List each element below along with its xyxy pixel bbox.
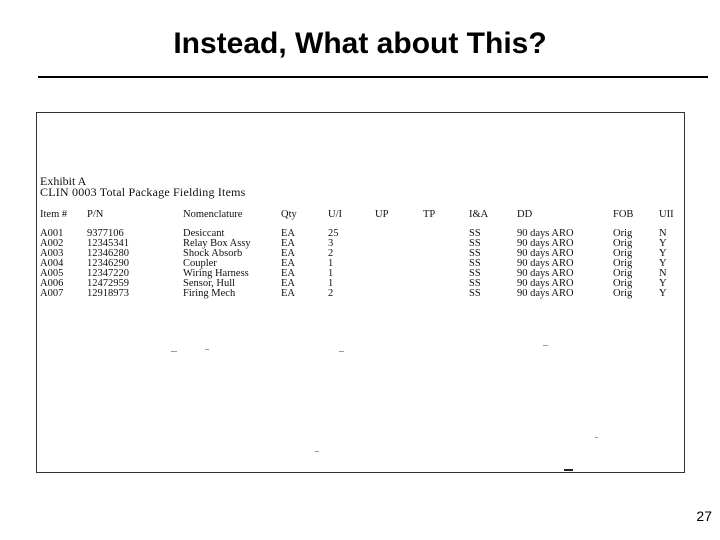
cell-fob: Orig	[613, 239, 633, 249]
cell-qty: EA	[281, 289, 295, 299]
exhibit-title: Exhibit A	[40, 174, 87, 188]
cell-uii: Y	[659, 249, 667, 259]
column-header-ui: U/I	[328, 209, 342, 220]
page-number: 27	[696, 508, 712, 524]
cell-up	[374, 289, 422, 299]
table-row	[39, 269, 685, 279]
scan-speck	[543, 345, 548, 346]
column-header-item: Item #	[40, 209, 68, 220]
slide-title: Instead, What about This?	[173, 27, 547, 60]
cell-pn: 12346280	[87, 249, 129, 259]
cell-ia: SS	[469, 269, 481, 279]
cell-nomenclature: Sensor, Hull	[183, 279, 236, 289]
cell-ui: 2	[328, 249, 334, 259]
cell-pn: 12345341	[87, 239, 129, 249]
column-header-up: UP	[375, 209, 389, 220]
table-row	[39, 289, 685, 299]
table-row	[39, 249, 685, 259]
cell-uii: N	[659, 229, 667, 239]
cell-fob: Orig	[613, 249, 633, 259]
cell-up	[374, 229, 422, 239]
cell-ia: SS	[469, 279, 481, 289]
cell-ui: 3	[328, 239, 334, 249]
cell-item: A002	[40, 239, 64, 249]
cell-uii: Y	[659, 239, 667, 249]
table-row	[39, 279, 685, 289]
cell-ia: SS	[469, 229, 481, 239]
cell-up	[374, 269, 422, 279]
cell-fob: Orig	[613, 229, 633, 239]
column-header-dd: DD	[517, 209, 533, 220]
cell-qty: EA	[281, 229, 295, 239]
fielding-items-table	[39, 209, 685, 299]
cell-dd: 90 days ARO	[517, 279, 574, 289]
cell-tp	[422, 249, 468, 259]
cell-uii: Y	[659, 289, 667, 299]
cell-up	[374, 239, 422, 249]
exhibit-subtitle: CLIN 0003 Total Package Fielding Items	[40, 185, 246, 199]
cell-uii: Y	[659, 279, 667, 289]
cell-nomenclature: Shock Absorb	[183, 249, 243, 259]
cell-pn: 12347220	[87, 269, 129, 279]
column-header-ia: I&A	[469, 209, 489, 220]
cell-tp	[422, 229, 468, 239]
cell-qty: EA	[281, 279, 295, 289]
scan-speck	[171, 351, 177, 352]
cell-ia: SS	[469, 249, 481, 259]
table-row	[39, 239, 685, 249]
cell-pn: 12346290	[87, 259, 129, 269]
cell-up	[374, 259, 422, 269]
cell-qty: EA	[281, 239, 295, 249]
cell-pn: 12472959	[87, 279, 129, 289]
cell-up	[374, 279, 422, 289]
cell-pn: 12918973	[87, 289, 129, 299]
cell-fob: Orig	[613, 269, 633, 279]
cell-qty: EA	[281, 269, 295, 279]
scan-mark	[564, 469, 573, 471]
cell-nomenclature: Coupler	[183, 259, 217, 269]
cell-item: A007	[40, 289, 64, 299]
cell-item: A005	[40, 269, 64, 279]
column-header-pn: P/N	[87, 209, 104, 220]
cell-item: A006	[40, 279, 64, 289]
cell-fob: Orig	[613, 259, 633, 269]
column-header-fob: FOB	[613, 209, 634, 220]
cell-fob: Orig	[613, 289, 633, 299]
cell-nomenclature: Relay Box Assy	[183, 239, 251, 249]
cell-pn: 9377106	[87, 229, 124, 239]
cell-ui: 1	[328, 269, 334, 279]
cell-ui: 2	[328, 289, 334, 299]
scan-speck	[205, 349, 209, 350]
cell-ui: 25	[328, 229, 339, 239]
cell-item: A001	[40, 229, 64, 239]
cell-uii: Y	[659, 259, 667, 269]
cell-tp	[422, 269, 468, 279]
cell-ia: SS	[469, 259, 481, 269]
cell-nomenclature: Desiccant	[183, 229, 225, 239]
column-header-tp: TP	[423, 209, 436, 220]
scan-speck	[315, 451, 319, 452]
cell-tp	[422, 279, 468, 289]
column-header-nomenclature: Nomenclature	[183, 209, 243, 220]
column-header-uii: UII	[659, 209, 674, 220]
cell-up	[374, 249, 422, 259]
table-header-row	[39, 209, 685, 229]
cell-ui: 1	[328, 259, 334, 269]
cell-dd: 90 days ARO	[517, 239, 574, 249]
title-divider	[38, 76, 708, 78]
cell-item: A003	[40, 249, 64, 259]
cell-nomenclature: Wiring Harness	[183, 269, 249, 279]
cell-qty: EA	[281, 249, 295, 259]
cell-dd: 90 days ARO	[517, 269, 574, 279]
column-header-qty: Qty	[281, 209, 297, 220]
cell-tp	[422, 259, 468, 269]
cell-uii: N	[659, 269, 667, 279]
cell-tp	[422, 239, 468, 249]
cell-tp	[422, 289, 468, 299]
scan-speck	[339, 351, 344, 352]
table-row	[39, 229, 685, 239]
cell-ia: SS	[469, 239, 481, 249]
cell-fob: Orig	[613, 279, 633, 289]
table-row	[39, 259, 685, 269]
scan-speck	[595, 437, 598, 438]
cell-ia: SS	[469, 289, 481, 299]
cell-dd: 90 days ARO	[517, 259, 574, 269]
cell-ui: 1	[328, 279, 334, 289]
cell-item: A004	[40, 259, 64, 269]
cell-qty: EA	[281, 259, 295, 269]
cell-dd: 90 days ARO	[517, 229, 574, 239]
cell-dd: 90 days ARO	[517, 249, 574, 259]
cell-dd: 90 days ARO	[517, 289, 574, 299]
exhibit-scan-frame	[36, 112, 685, 473]
cell-nomenclature: Firing Mech	[183, 289, 236, 299]
